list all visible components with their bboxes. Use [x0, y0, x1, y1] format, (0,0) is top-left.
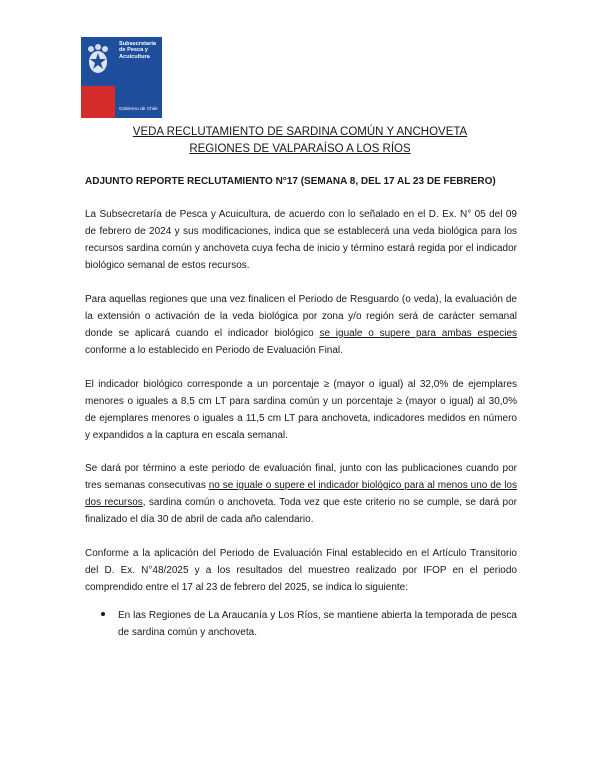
- subpesca-logo: [81, 37, 162, 118]
- paragraph-termination-text-b: , sardina común o anchoveta. Toda vez que este criterio no se cumple, se dará por finalizado el día 30 de abril de cada año calendario.: [85, 497, 518, 525]
- logo-line-3: Acuicultura: [119, 53, 150, 60]
- report-subtitle: ADJUNTO REPORTE RECLUTAMIENTO N°17 (SEMANA 8, DEL 17 AL 23 DE FEBRERO): [85, 176, 496, 187]
- paragraph-evaluation-text-a: Para aquellas regiones que una vez finalicen el Periodo de Resguardo (o veda), la evaluación de la extensión o activación de la veda biológica por zona y/o región será de carácter semanal donde se aplicará cuando el indicador biológico: [85, 294, 517, 339]
- paragraph-termination-underlined: no se iguale o supere el indicador biológico para al menos uno de los dos recursos: [85, 480, 517, 508]
- logo-text-panel: [115, 37, 162, 118]
- coat-of-arms-icon: [81, 37, 115, 86]
- logo-red-band: [81, 86, 115, 118]
- bullet-icon: [101, 612, 105, 616]
- bullet-text: En las Regiones de La Araucanía y Los Ríos, se mantiene abierta la temporada de pesca de sardina común y anchoveta.: [118, 610, 517, 638]
- logo-flag: [81, 37, 115, 118]
- logo-government-label: Gobierno de Chile: [119, 107, 158, 112]
- paragraph-evaluation-text-b: conforme a lo establecido en Periodo de Evaluación Final.: [85, 345, 343, 356]
- logo-agency-name: [119, 41, 156, 60]
- document-title-line-1: VEDA RECLUTAMIENTO DE SARDINA COMÚN Y ANCHOVETA: [132, 126, 468, 138]
- paragraph-termination: [85, 460, 517, 528]
- paragraph-intro: La Subsecretaría de Pesca y Acuicultura, de acuerdo con lo señalado en el D. Ex. N° 05 del 09 de febrero de 2024 y sus modificaciones, indica que se establecerá una veda biológica para los recursos sardina común y anchoveta cuya fecha de inicio y término estará regida por el indicador biológico semanal de estos recursos.: [85, 209, 517, 271]
- bullet-list-item: [101, 607, 517, 641]
- paragraph-results: Conforme a la aplicación del Periodo de Evaluación Final establecido en el Artículo Transitorio del D. Ex. N°48/2025 y a los resultados del muestreo realizado por IFOP en el periodo comprendido entre el 17 al 23 de febrero del 2025, se indica lo siguiente:: [85, 548, 517, 593]
- paragraph-evaluation-underlined: se iguale o supere para ambas especies: [319, 328, 518, 339]
- paragraph-indicator: El indicador biológico corresponde a un porcentaje ≥ (mayor o igual) al 32,0% de ejemplares menores o iguales a 8,5 cm LT para sardina común y un porcentaje ≥ (mayor o igual) al 30,0% de ejemplares menores o iguales a 11,5 cm LT para anchoveta, indicadores medidos en número y expandidos a la captura en escala semanal.: [85, 379, 517, 441]
- logo-line-1: Subsecretaría: [119, 41, 157, 47]
- logo-line-2: de Pesca y: [119, 47, 148, 54]
- document-title-line-2: REGIONES DE VALPARAÍSO A LOS RÍOS: [189, 143, 411, 155]
- paragraph-evaluation: [85, 291, 517, 359]
- paragraph-termination-text-a: Se dará por término a este periodo de evaluación final, junto con las publicaciones cuando por tres semanas consecutivas: [85, 463, 517, 491]
